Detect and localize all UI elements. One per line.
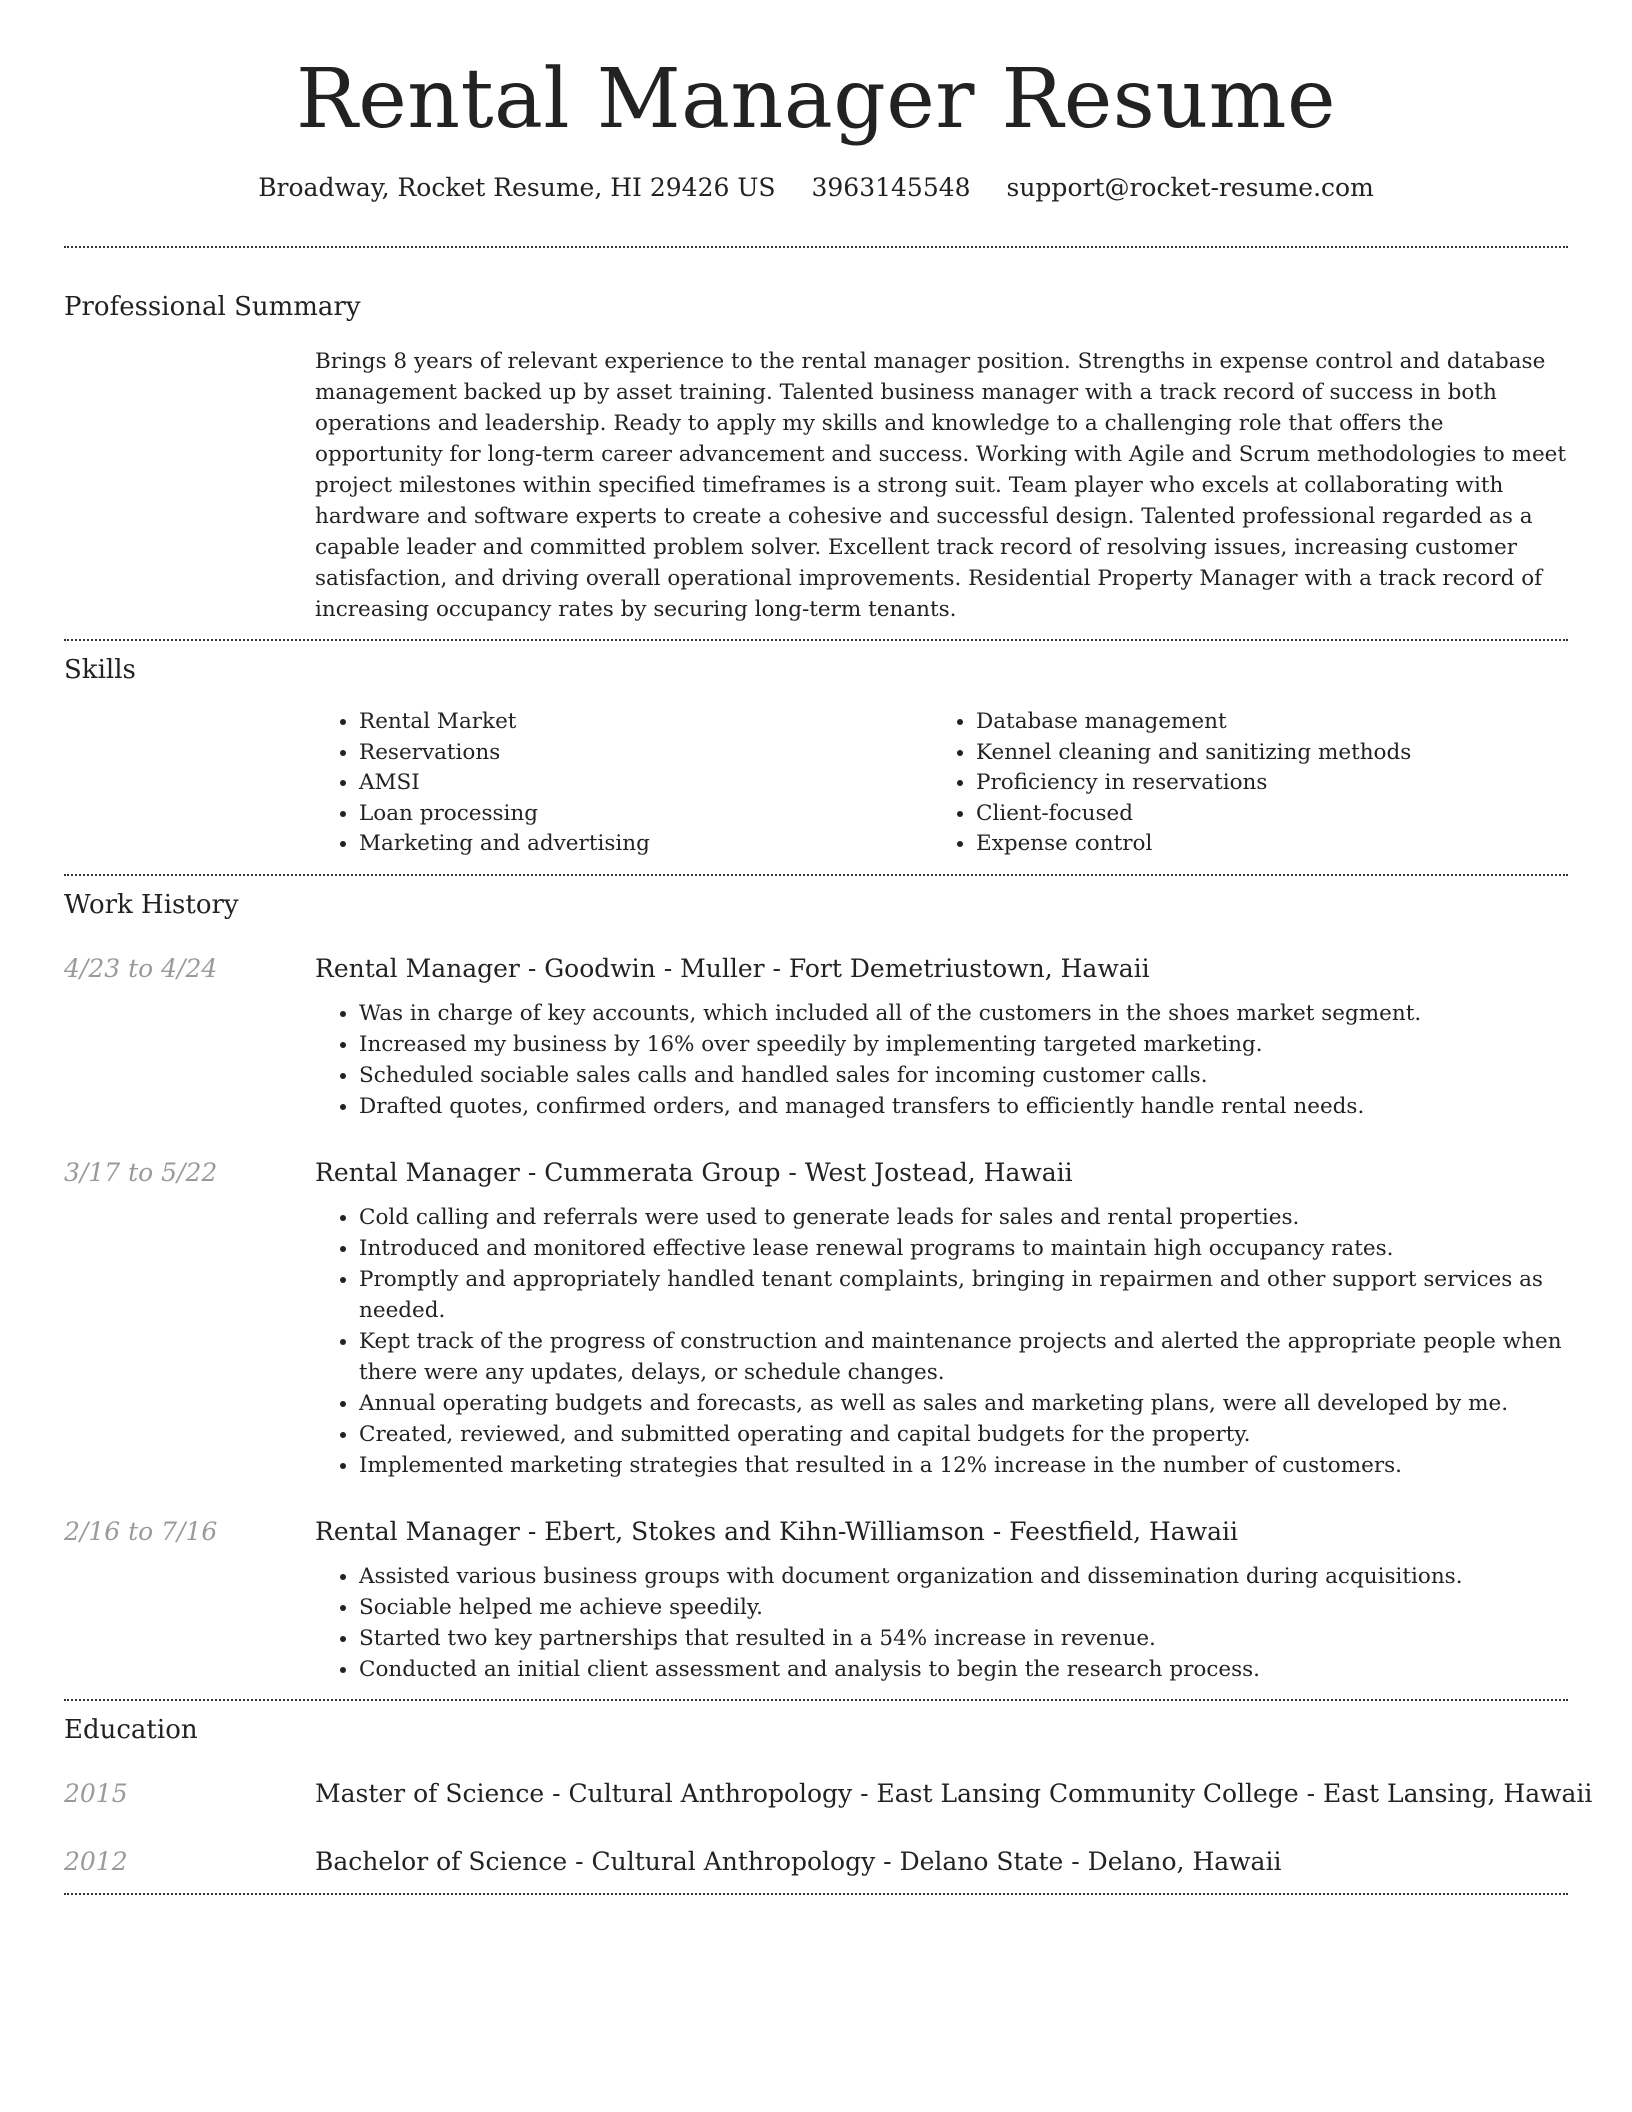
job-bullet: • Created, reviewed, and submitted operating and capital budgets for the property. — [359, 1419, 1568, 1450]
skill-item: • Marketing and advertising — [359, 829, 932, 860]
job-body — [315, 1515, 1568, 1685]
education-year: 2012 — [64, 1846, 128, 1876]
job-bullet: • Sociable helped me achieve speedily. — [359, 1592, 1568, 1623]
skill-item: • AMSI — [359, 768, 932, 799]
summary-section — [64, 248, 1568, 625]
section-title-skills: Skills — [64, 655, 136, 685]
job-bullet: • Started two key partnerships that resulted in a 54% increase in revenue. — [359, 1623, 1568, 1654]
job-bullet: • Drafted quotes, confirmed orders, and managed transfers to efficiently handle rental needs. — [359, 1091, 1568, 1122]
job-bullet: • Was in charge of key accounts, which included all of the customers in the shoes market segment. — [359, 998, 1568, 1029]
skill-item: • Client-focused — [976, 799, 1549, 830]
job-title: Rental Manager - Cummerata Group - West Jostead, Hawaii — [315, 1157, 1073, 1187]
skill-item: • Database management — [976, 707, 1549, 738]
job-dates: 2/16 to 7/16 — [64, 1516, 218, 1546]
skills-section — [64, 641, 1568, 860]
job-bullet: • Cold calling and referrals were used to generate leads for sales and rental properties. — [359, 1202, 1568, 1233]
work-section — [64, 876, 1568, 1685]
job-title: Rental Manager - Goodwin - Muller - Fort Demetriustown, Hawaii — [315, 953, 1150, 983]
skill-item: • Reservations — [359, 738, 932, 769]
job-body — [315, 1156, 1568, 1481]
job-entry — [64, 1515, 1568, 1685]
job-bullets — [315, 998, 1568, 1122]
skills-list-right — [932, 707, 1549, 860]
education-degree: Bachelor of Science - Cultural Anthropology - Delano State - Delano, Hawaii — [315, 1846, 1282, 1876]
education-entry — [64, 1777, 1593, 1811]
contact-email: support@rocket-resume.com — [1006, 173, 1374, 202]
job-bullet: • Scheduled sociable sales calls and handled sales for incoming customer calls. — [359, 1060, 1568, 1091]
skill-item: • Expense control — [976, 829, 1549, 860]
skill-item: • Loan processing — [359, 799, 932, 830]
contact-address: Broadway, Rocket Resume, HI 29426 US — [258, 173, 776, 202]
contact-line — [64, 170, 1568, 206]
divider — [64, 1893, 1568, 1895]
job-bullet: • Promptly and appropriately handled tenant complaints, bringing in repairmen and other support services as needed. — [359, 1264, 1568, 1326]
section-title-summary: Professional Summary — [64, 292, 361, 322]
job-entry — [64, 1156, 1568, 1481]
education-section — [64, 1701, 1593, 1879]
job-bullet: • Implemented marketing strategies that resulted in a 12% increase in the number of customers. — [359, 1450, 1568, 1481]
job-title: Rental Manager - Ebert, Stokes and Kihn-Williamson - Feestfield, Hawaii — [315, 1516, 1238, 1546]
job-bullets — [315, 1202, 1568, 1481]
education-entry — [64, 1845, 1568, 1879]
job-bullets — [315, 1561, 1568, 1685]
skill-item: • Kennel cleaning and sanitizing methods — [976, 738, 1549, 769]
skill-item: • Proficiency in reservations — [976, 768, 1549, 799]
job-dates: 4/23 to 4/24 — [64, 953, 218, 983]
job-bullet: • Annual operating budgets and forecasts, as well as sales and marketing plans, were all developed by me. — [359, 1388, 1568, 1419]
resume-title: Rental Manager Resume — [296, 52, 1336, 147]
section-title-work: Work History — [64, 889, 239, 920]
job-bullet: • Increased my business by 16% over speedily by implementing targeted marketing. — [359, 1029, 1568, 1060]
education-degree: Master of Science - Cultural Anthropology - East Lansing Community College - East Lansing, Hawaii — [315, 1778, 1593, 1808]
job-bullet: • Kept track of the progress of construction and maintenance projects and alerted the appropriate people when there were any updates, delays, or schedule changes. — [359, 1326, 1568, 1388]
job-bullet: • Conducted an initial client assessment and analysis to begin the research process. — [359, 1654, 1568, 1685]
section-title-education: Education — [64, 1714, 198, 1745]
job-entry — [64, 952, 1568, 1122]
job-bullet: • Assisted various business groups with document organization and dissemination during acquisitions. — [359, 1561, 1568, 1592]
job-bullet: • Introduced and monitored effective lease renewal programs to maintain high occupancy rates. — [359, 1233, 1568, 1264]
job-dates: 3/17 to 5/22 — [64, 1157, 218, 1187]
job-body — [315, 952, 1568, 1122]
education-year: 2015 — [64, 1778, 128, 1808]
contact-phone: 3963145548 — [811, 173, 971, 202]
skill-item: • Rental Market — [359, 707, 932, 738]
skills-list-left — [315, 707, 932, 860]
summary-text: Brings 8 years of relevant experience to the rental manager position. Strengths in expense control and database management backed up by asset training. Talented business manager with a track record of success in both operations and leadership. Ready to apply my skills and knowledge to a challenging role that offers the opportunity for long-term career advancement and success. Working with Agile and Scrum methodologies to meet project milestones within specified timeframes is a strong suit. Team player who excels at collaborating with hardware and software experts to create a cohesive and successful design. Talented professional regarded as a capable leader and committed problem solver. Excellent track record of resolving issues, increasing customer satisfaction, and driving overall operational improvements. Residential Property Manager with a track record of increasing occupancy rates by securing long-term tenants. — [315, 349, 1567, 622]
skills-grid — [315, 707, 1568, 860]
